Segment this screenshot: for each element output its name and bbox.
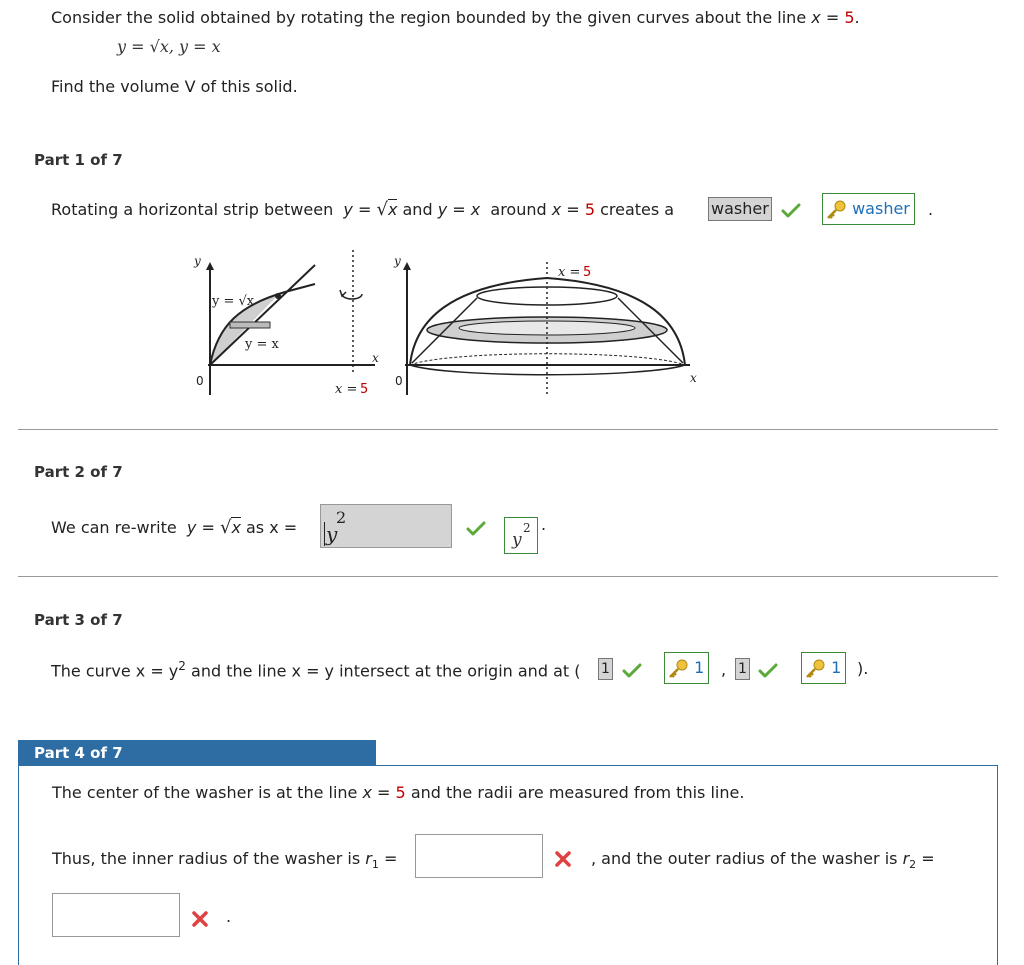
right-x-axis-label: x: [690, 371, 697, 385]
left-graph: [193, 250, 379, 397]
part1-student-answer[interactable]: washer: [708, 197, 772, 221]
left-xeq-label: x =: [335, 382, 358, 397]
right-origin-label: 0: [395, 374, 403, 388]
x-mark-icon: [192, 911, 208, 927]
outer-radius-input[interactable]: [52, 893, 180, 937]
part4-header: Part 4 of 7: [18, 740, 376, 766]
check-icon: [781, 202, 801, 218]
left-x-axis-label: x: [372, 351, 379, 365]
part3-comma: ,: [721, 660, 727, 679]
key-icon: [667, 658, 689, 680]
left-curve-label: y = √x: [212, 294, 255, 309]
part4-line2-post: , and the outer radius of the washer is $r_2$ =: [591, 849, 935, 872]
part1-correct-answer: washer: [822, 193, 915, 225]
washer-figure: [190, 250, 710, 400]
check-icon: [466, 520, 486, 536]
part3-sentence: The curve $x = y^2$ and the line x = y intersect at the origin and at (: [51, 659, 581, 681]
check-icon: [758, 662, 778, 678]
check-icon: [622, 662, 642, 678]
sqrt-symbol: √x: [219, 517, 241, 538]
divider: [18, 429, 998, 430]
part3-student-answer-2[interactable]: 1: [735, 658, 750, 680]
part2-period: .: [541, 515, 547, 534]
left-origin-label: 0: [196, 374, 204, 388]
x-mark-icon: [555, 851, 571, 867]
part3-student-answer-1[interactable]: 1: [598, 658, 613, 680]
part4-period: .: [226, 907, 232, 926]
right-graph: [393, 254, 697, 395]
part3-end: ).: [857, 659, 869, 678]
find-volume-text: Find the volume V of this solid.: [51, 77, 298, 96]
right-y-axis-label: y: [394, 254, 401, 268]
right-xval-label: 5: [583, 265, 592, 280]
part3-label: Part 3 of 7: [34, 611, 123, 629]
left-y-axis-label: y: [194, 254, 201, 268]
left-line-label: y = x: [245, 337, 279, 352]
key-icon: [825, 199, 847, 221]
part2-student-answer[interactable]: y 2: [320, 504, 452, 548]
part3-correct-answer-2: 1: [801, 652, 846, 684]
part2-label: Part 2 of 7: [34, 463, 123, 481]
part2-correct-answer: y 2: [504, 517, 538, 554]
part4-line2: Thus, the inner radius of the washer is $r_1$ =: [52, 849, 398, 872]
divider: [18, 576, 998, 577]
inner-radius-input[interactable]: [415, 834, 543, 878]
problem-statement: Consider the solid obtained by rotating the region bounded by the given curves about the line x = 5.: [51, 8, 860, 27]
left-xval-label: 5: [360, 382, 369, 397]
part2-sentence: We can re-write y = √x as x =: [51, 517, 298, 538]
sqrt-symbol: √x: [376, 199, 398, 220]
curves-equation: y = √x, y = x: [117, 37, 221, 56]
part1-period: .: [928, 200, 934, 219]
right-xeq-label: x =: [558, 265, 581, 280]
part4-line1: The center of the washer is at the line x = 5 and the radii are measured from this line.: [52, 783, 745, 802]
part1-sentence: Rotating a horizontal strip between y = √x and y = x around x = 5 creates a: [51, 199, 675, 220]
part1-label: Part 1 of 7: [34, 151, 123, 169]
key-icon: [804, 658, 826, 680]
part3-correct-answer-1: 1: [664, 652, 709, 684]
